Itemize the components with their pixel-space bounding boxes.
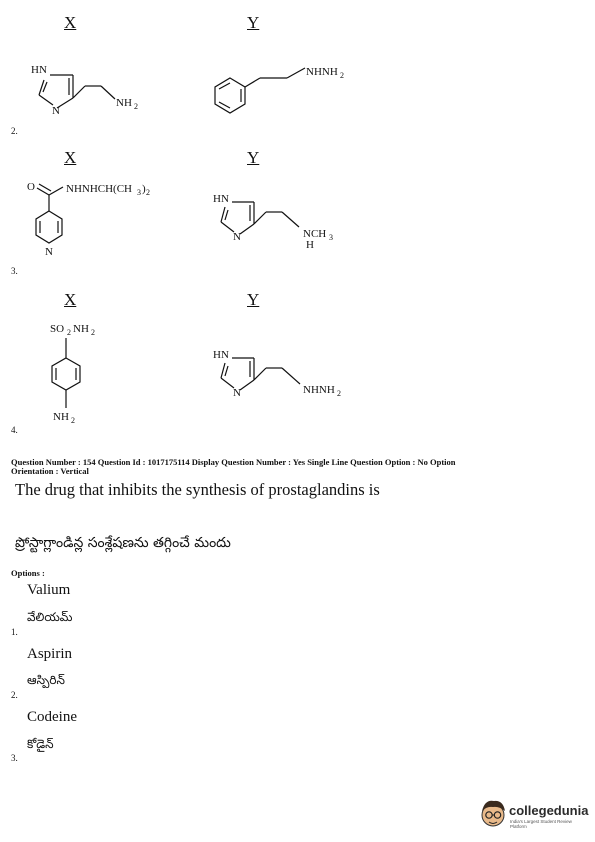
- answer-option-1-english[interactable]: Valium: [27, 582, 71, 598]
- svg-text:NH: NH: [73, 323, 89, 335]
- answer-option-1-number: 1.: [11, 627, 18, 637]
- svg-text:HN: HN: [213, 349, 229, 361]
- collegedunia-logo: [479, 797, 589, 831]
- option-number: 2.: [11, 126, 18, 136]
- answer-option-2-telugu: ఆస్పిరిన్: [27, 673, 65, 687]
- svg-text:3: 3: [329, 233, 333, 242]
- structure-2-y-methylhistamine: [210, 190, 350, 255]
- structure-3-y-histamine-hydrazine: [210, 348, 360, 408]
- svg-text:N: N: [52, 105, 60, 117]
- svg-text:NH: NH: [53, 411, 69, 423]
- svg-text:3: 3: [137, 188, 141, 197]
- svg-text:H: H: [306, 239, 314, 251]
- svg-text:SO: SO: [50, 323, 65, 335]
- answer-option-3-number: 3.: [11, 753, 18, 763]
- option-number: 3.: [11, 266, 18, 276]
- structure-2-x-iproniazid: [25, 175, 175, 270]
- col-header-y: Y: [247, 148, 260, 167]
- svg-text:2: 2: [67, 328, 71, 337]
- svg-text:NHNHCH(CH: NHNHCH(CH: [66, 183, 132, 195]
- svg-text:N: N: [233, 387, 241, 399]
- question-stem-english: The drug that inhibits the synthesis of prostaglandins is: [15, 480, 380, 499]
- svg-text:HN: HN: [31, 64, 47, 76]
- svg-text:2: 2: [146, 188, 150, 197]
- svg-text:2: 2: [91, 328, 95, 337]
- col-header-x: X: [64, 148, 77, 167]
- col-header-x: X: [64, 290, 77, 309]
- answer-option-1-telugu: వేలియమ్: [27, 610, 73, 624]
- svg-text:O: O: [27, 181, 35, 193]
- svg-text:2: 2: [337, 389, 341, 398]
- structure-1-x-histamine: [25, 58, 160, 128]
- col-header-y: Y: [247, 290, 260, 309]
- svg-text:NCH: NCH: [303, 228, 327, 240]
- svg-text:NH: NH: [116, 97, 132, 109]
- logo-tagline: India's Largest Student Review Platform: [510, 819, 572, 829]
- answer-option-3-english[interactable]: Codeine: [27, 709, 77, 725]
- answer-option-2-number: 2.: [11, 690, 18, 700]
- col-header-y: Y: [247, 13, 260, 32]
- structure-3-x-sulfanilamide: [30, 318, 120, 433]
- svg-text:2: 2: [340, 71, 344, 80]
- svg-text:N: N: [233, 231, 241, 243]
- svg-text:NHNH: NHNH: [303, 384, 335, 396]
- svg-text:2: 2: [71, 416, 75, 425]
- mascot-icon: [479, 797, 509, 831]
- answer-option-2-english[interactable]: Aspirin: [27, 646, 72, 662]
- question-stem-telugu: ప్రోస్టాగ్లాండిన్ల సంశ్లేషణను తగ్గించే మందు: [15, 535, 231, 551]
- structure-1-y-phenethylhydrazine: [205, 62, 365, 122]
- svg-text:NHNH: NHNH: [306, 66, 338, 78]
- question-meta: Question Number : 154 Question Id : 1017175114 Display Question Number : Yes Single Line Question Option : No Option: [11, 457, 456, 467]
- answer-option-3-telugu: కోడైన్: [27, 737, 54, 751]
- svg-text:): ): [142, 183, 146, 195]
- svg-text:2: 2: [134, 102, 138, 111]
- question-orientation: Orientation : Vertical: [11, 466, 89, 476]
- col-header-x: X: [64, 13, 77, 32]
- logo-wordmark: collegedunia: [509, 803, 589, 818]
- svg-text:N: N: [45, 246, 53, 258]
- svg-text:HN: HN: [213, 193, 229, 205]
- option-number: 4.: [11, 425, 18, 435]
- options-label: Options :: [11, 568, 45, 578]
